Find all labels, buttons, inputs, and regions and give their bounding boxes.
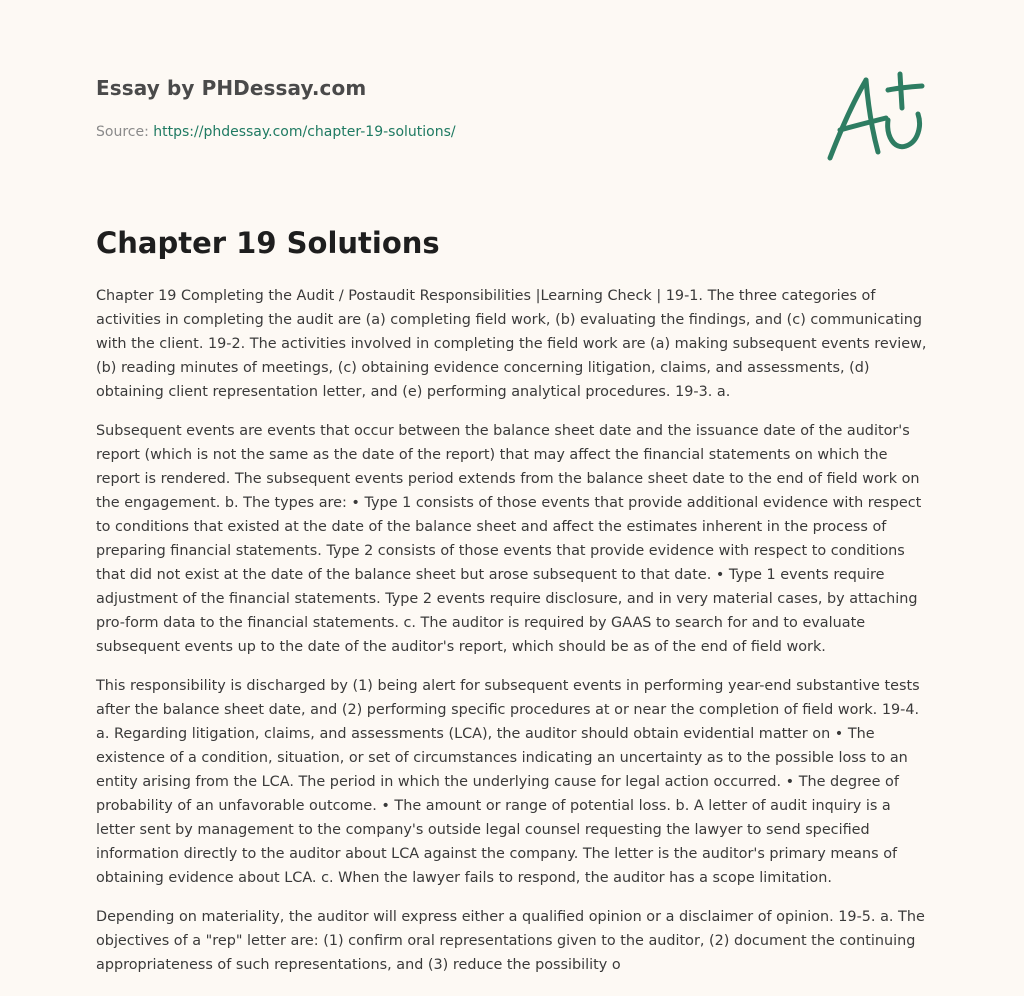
- source-link[interactable]: https://phdessay.com/chapter-19-solutions/: [153, 124, 456, 140]
- document-body: [96, 284, 930, 992]
- source-line: [96, 124, 456, 140]
- paragraph-1: Chapter 19 Completing the Audit / Postaudit Responsibilities |Learning Check | 19-1. The three categories of activities in completing the audit are (a) completing field work, (b) evaluating the findings, and (c) communicating with the client. 19-2. The activities involved in completing the field work are (a) making subsequent events review, (b) reading minutes of meetings, (c) obtaining evidence concerning litigation, claims, and assessments, (d) obtaining client representation letter, and (e) performing analytical procedures. 19-3. a.: [96, 288, 927, 400]
- document-title: Chapter 19 Solutions: [96, 226, 440, 260]
- paragraph-3: This responsibility is discharged by (1) being alert for subsequent events in performing year-end substantive tests after the balance sheet date, and (2) performing specific procedures at or near the completion of field work. 19-4. a. Regarding litigation, claims, and assessments (LCA), the auditor should obtain evidential matter on • The existence of a condition, situation, or set of circumstances indicating an uncertainty as to the possible loss to an entity arising from the LCA. The period in which the underlying cause for legal action occurred. • The degree of probability of an unfavorable outcome. • The amount or range of potential loss. b. A letter of audit inquiry is a letter sent by management to the company's outside legal counsel requesting the lawyer to send specified information directly to the auditor about LCA against the company. The letter is the auditor's primary means of obtaining evidence about LCA. c. When the lawyer fails to respond, the auditor has a scope limitation.: [96, 678, 920, 886]
- brand-title: Essay by PHDessay.com: [96, 76, 367, 100]
- a-plus-logo-icon: [826, 68, 930, 166]
- paragraph-4: Depending on materiality, the auditor will express either a qualified opinion or a disclaimer of opinion. 19-5. a. The objectives of a "rep" letter are: (1) confirm oral representations given to the auditor, (2) document the continuing appropriateness of such representations, and (3) reduce the possibility o: [96, 909, 925, 973]
- source-label: Source:: [96, 124, 154, 140]
- paragraph-2: Subsequent events are events that occur between the balance sheet date and the issuance date of the auditor's report (which is not the same as the date of the report) that may affect the financial statements on which the report is rendered. The subsequent events period extends from the balance sheet date to the end of field work on the engagement. b. The types are: • Type 1 consists of those events that provide additional evidence with respect to conditions that existed at the date of the balance sheet and affect the estimates inherent in the process of preparing financial statements. Type 2 consists of those events that provide evidence with respect to conditions that did not exist at the date of the balance sheet but arose subsequent to that date. • Type 1 events require adjustment of the financial statements. Type 2 events require disclosure, and in very material cases, by attaching pro-form data to the financial statements. c. The auditor is required by GAAS to search for and to evaluate subsequent events up to the date of the auditor's report, which should be as of the end of field work.: [96, 423, 922, 655]
